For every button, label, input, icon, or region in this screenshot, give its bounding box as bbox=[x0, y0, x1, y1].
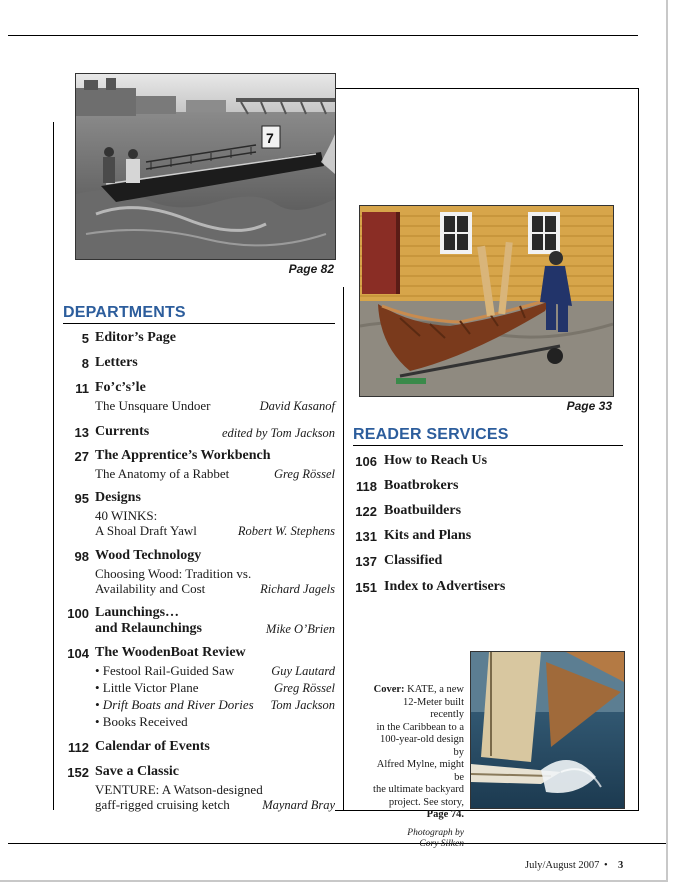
item-author: Maynard Bray bbox=[262, 798, 335, 812]
review-author: Greg Rössel bbox=[274, 681, 335, 695]
item-subtitle-line2: gaff-rigged cruising ketch bbox=[95, 797, 230, 812]
item-title[interactable]: Save a Classic bbox=[95, 764, 179, 779]
service-number: 122 bbox=[355, 504, 377, 519]
cover-line: Alfred Mylne, might be bbox=[376, 759, 464, 783]
vintage-boat-illustration bbox=[76, 74, 335, 259]
review-item: • Books Received bbox=[95, 714, 188, 729]
item-number: 13 bbox=[74, 425, 89, 440]
workshop-boat-photo bbox=[359, 205, 614, 397]
item-title[interactable]: Letters bbox=[95, 355, 138, 370]
service-title[interactable]: Boatbuilders bbox=[384, 503, 462, 518]
item-title[interactable]: Wood Technology bbox=[95, 548, 202, 563]
review-item: • Drift Boats and River Dories bbox=[95, 697, 254, 712]
reader-services-heading: READER SERVICES bbox=[353, 426, 509, 443]
item-author: Robert W. Stephens bbox=[237, 524, 335, 538]
column-divider bbox=[343, 287, 344, 810]
service-title[interactable]: How to Reach Us bbox=[384, 453, 488, 468]
photo-credit-name: Cory Silken bbox=[419, 838, 464, 849]
departments-rule bbox=[63, 323, 335, 324]
reader-services-rule bbox=[353, 445, 623, 446]
item-title[interactable]: The Apprentice’s Workbench bbox=[95, 448, 271, 463]
photo-credit-label: Photograph by bbox=[407, 827, 464, 838]
item-title[interactable]: Launchings… bbox=[95, 605, 180, 620]
item-number: 8 bbox=[81, 356, 89, 371]
service-title[interactable]: Boatbrokers bbox=[384, 478, 459, 493]
item-number: 152 bbox=[67, 765, 89, 780]
review-author: Guy Lautard bbox=[271, 664, 335, 678]
cover-line: 100-year-old design by bbox=[379, 734, 464, 758]
item-number: 5 bbox=[81, 331, 89, 346]
cover-line: in the Caribbean to a bbox=[376, 721, 464, 733]
item-title-line2: and Relaunchings bbox=[95, 621, 202, 636]
item-author: Mike O’Brien bbox=[265, 622, 335, 636]
service-title[interactable]: Classified bbox=[384, 553, 443, 568]
item-title[interactable]: Calendar of Events bbox=[95, 739, 210, 754]
review-author: Tom Jackson bbox=[270, 698, 335, 712]
item-title[interactable]: Editor’s Page bbox=[95, 330, 176, 345]
frame-right-rule bbox=[638, 88, 639, 810]
item-number: 98 bbox=[74, 549, 89, 564]
item-subtitle: The Anatomy of a Rabbet bbox=[95, 466, 230, 481]
item-subtitle: Choosing Wood: Tradition vs. bbox=[95, 566, 252, 581]
item-number: 104 bbox=[67, 646, 89, 661]
departments-heading: DEPARTMENTS bbox=[63, 304, 186, 321]
service-number: 118 bbox=[356, 479, 377, 494]
item-number: 95 bbox=[74, 491, 89, 506]
top-rule bbox=[8, 35, 638, 36]
item-title[interactable]: Designs bbox=[95, 490, 141, 505]
cover-line: 12-Meter built recently bbox=[403, 696, 464, 720]
item-number: 112 bbox=[68, 740, 89, 755]
cover-sailboat-photo bbox=[470, 651, 625, 809]
item-title[interactable]: Fo’c’s’le bbox=[95, 380, 146, 395]
item-author: Greg Rössel bbox=[274, 467, 335, 481]
item-author: David Kasanof bbox=[259, 399, 335, 413]
review-item: • Festool Rail-Guided Saw bbox=[95, 663, 235, 678]
page-number: 3 bbox=[618, 860, 624, 871]
item-subtitle-line2: A Shoal Draft Yawl bbox=[95, 523, 197, 538]
cover-line: KATE, a new bbox=[407, 684, 464, 695]
frame-left-rule bbox=[53, 122, 54, 810]
cover-caption: Cover: KATE, a new 12-Meter built recently in the Caribbean to a 100-year-old design by Alfred Mylne, might be the ultimate backyard project. See story, Page 74. Photograph by Cory Silken bbox=[368, 684, 464, 850]
service-number: 106 bbox=[355, 454, 377, 469]
item-title[interactable]: The WoodenBoat Review bbox=[95, 645, 246, 660]
svg-text:7: 7 bbox=[266, 130, 274, 146]
item-author: edited by Tom Jackson bbox=[221, 426, 335, 440]
cover-page-ref: Page 74 bbox=[426, 809, 462, 820]
item-subtitle-line2: Availability and Cost bbox=[95, 581, 206, 596]
footer-bullet: • bbox=[604, 860, 608, 871]
vintage-boat-photo bbox=[75, 73, 336, 260]
item-title[interactable]: Currents bbox=[95, 424, 150, 439]
item-subtitle: 40 WINKS: bbox=[95, 508, 158, 523]
cover-line: the ultimate backyard bbox=[373, 784, 464, 795]
caption-page-33: Page 33 bbox=[566, 399, 612, 413]
frame-top-rule bbox=[335, 88, 639, 89]
service-title[interactable]: Kits and Plans bbox=[384, 528, 472, 543]
bottom-rule bbox=[8, 843, 666, 844]
service-number: 131 bbox=[355, 529, 377, 544]
service-number: 151 bbox=[355, 580, 377, 595]
item-subtitle: VENTURE: A Watson-designed bbox=[95, 782, 263, 797]
item-author: Richard Jagels bbox=[260, 582, 335, 596]
item-number: 100 bbox=[67, 606, 89, 621]
service-title[interactable]: Index to Advertisers bbox=[384, 579, 506, 594]
review-item: • Little Victor Plane bbox=[95, 680, 199, 695]
item-number: 27 bbox=[74, 449, 89, 464]
item-number: 11 bbox=[75, 381, 89, 396]
caption-page-82: Page 82 bbox=[288, 262, 334, 276]
sailboat-illustration bbox=[471, 652, 624, 808]
item-subtitle: The Unsquare Undoer bbox=[95, 398, 211, 413]
cover-label: Cover: bbox=[373, 684, 405, 695]
service-number: 137 bbox=[355, 554, 377, 569]
workshop-boat-illustration bbox=[360, 206, 613, 396]
cover-line: project. See story, bbox=[388, 796, 464, 808]
footer-issue: July/August 2007 bbox=[525, 860, 600, 871]
